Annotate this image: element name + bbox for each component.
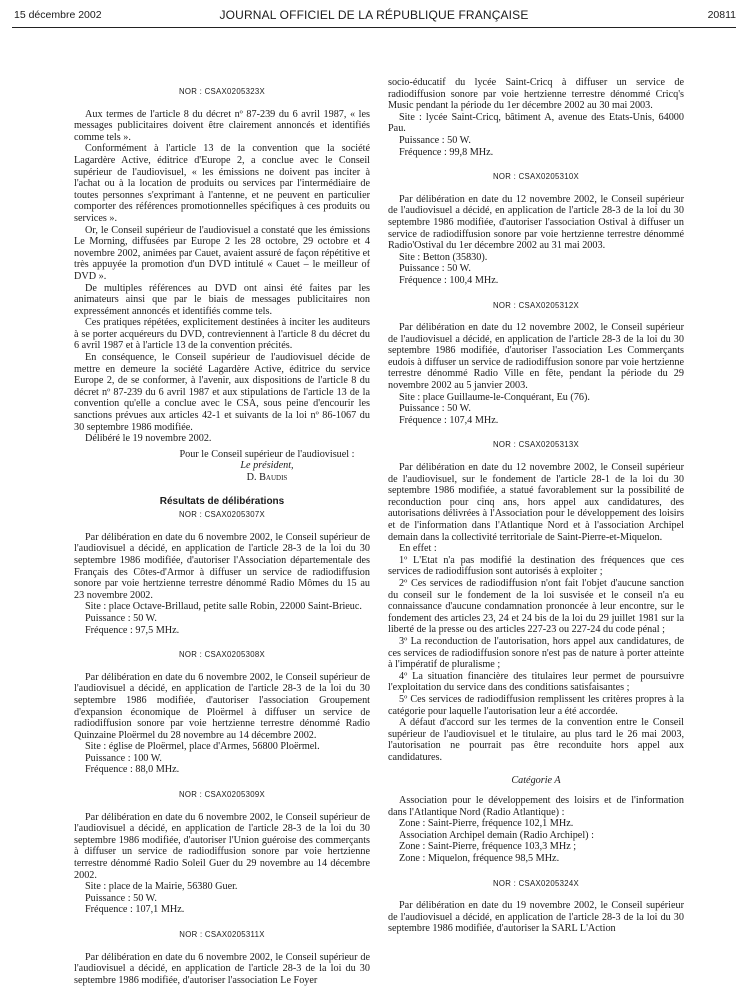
paragraph: Par délibération en date du 12 novembre 2002, le Conseil supérieur de l'audiovisuel, sur le fondement de l'article 28-1 de la loi du 30 septembre 1986 modifiée, a statué favorablement sur la possibilité de reconduction pour cinq ans, hors appel aux candidatures, des autorisations délivrées à l'Association pour le développement des loisirs et de l'information dans l'Atlantique Nord et à l'association Archipel demain dans la collectivité territoriale de Saint-Pierre-et-Miquelon.	[388, 462, 684, 543]
paragraph: Ces pratiques répétées, explicitement destinées à inciter les auditeurs à se porter acquéreurs du DVD, contreviennent à l'article 8 du décret du 6 avril 1987 et à l'article 13 de la convention précités.	[74, 317, 370, 352]
zone-line: Zone : Saint-Pierre, fréquence 102,1 MHz.	[399, 818, 574, 830]
signature-line: Pour le Conseil supérieur de l'audiovisuel :	[179, 448, 355, 460]
journal-title: JOURNAL OFFICIEL DE LA RÉPUBLIQUE FRANÇAISE	[219, 8, 529, 22]
detail-site: Site : place Octave-Brillaud, petite salle Robin, 22000 Saint-Brieuc.	[85, 601, 362, 613]
paragraph: De multiples références au DVD ont ainsi été faites par les animateurs ainsi que par le biais de messages publicitaires non expressément annoncés et identifiés comme tels.	[74, 282, 370, 317]
paragraph: Aux termes de l'article 8 du décret nº 87-239 du 6 avril 1987, « les messages publicitaires doivent être clairement annoncés et identifiés comme tels ».	[74, 108, 370, 143]
header-date: 15 décembre 2002	[14, 9, 102, 21]
signature-block	[74, 449, 370, 484]
paragraph: En conséquence, le Conseil supérieur de l'audiovisuel décide de mettre en demeure la société Lagardère Active, éditrice du service Europe 2, de se conformer, à l'avenir, aux dispositions de l'article 8 du décret nº 87-239 du 6 avril 1987 et aux stipulations de l'article 13 de la convention qu'elle a conclue avec le CSA, sous peine d'encourir les sanctions prévues aux articles 42-1 et suivants de la loi nº 86-1067 du 30 septembre 1986 modifiée.	[74, 352, 370, 433]
left-column	[74, 80, 370, 986]
detail-power: Puissance : 50 W.	[85, 612, 157, 624]
page-header	[0, 0, 748, 44]
nor-reference: NOR : CSAX0205309X	[178, 790, 265, 800]
list-item: 2º Ces services de radiodiffusion n'ont fait l'objet d'aucune sanction du conseil sur le fondement de la loi susvisée et le conseil n'a eu connaissance d'aucune condamnation prononcée à leur encontre, sur le fondement des articles 23, 24 et 24 bis de la loi du 29 juillet 1981 sur la liberté de la presse ou des articles 227-23 ou 227-24 du code pénal ;	[388, 577, 684, 636]
detail-power: Puissance : 100 W.	[85, 752, 162, 764]
detail-frequency: Fréquence : 107,4 MHz.	[399, 414, 499, 426]
paragraph: Par délibération en date du 6 novembre 2002, le Conseil supérieur de l'audiovisuel a décidé, en application de l'article 28-3 de la loi du 30 septembre 1986 modifiée, d'autoriser l'association Groupement d'expansion économique de Ploërmel à diffuser un service de radiodiffusion sonore par voie hertzienne terrestre dénommé Radio Quinzaine Ploërmel du 28 novembre au 14 décembre 2002.	[74, 671, 370, 741]
deliberation-date: Délibéré le 19 novembre 2002.	[85, 433, 212, 445]
detail-site: Site : Betton (35830).	[399, 251, 488, 263]
detail-frequency: Fréquence : 107,1 MHz.	[85, 904, 185, 916]
detail-frequency: Fréquence : 100,4 MHz.	[399, 274, 499, 286]
header-rule	[12, 27, 736, 28]
paragraph: Association pour le développement des loisirs et de l'information dans l'Atlantique Nord (Radio Atlantique) :	[388, 795, 684, 818]
list-item: 3º La reconduction de l'autorisation, hors appel aux candidatures, de ces services de radiodiffusion sonore n'est pas de nature à porter atteinte à l'impératif de pluralisme ;	[388, 635, 684, 671]
paragraph: Conformément à l'article 13 de la convention que la société Lagardère Active, éditrice d'Europe 2, a conclue avec le Conseil supérieur de l'audiovisuel, « les émissions ne doivent pas inciter à l'achat ou à la location de produits ou services par l'intermédiaire de toutes personnes s'exprimant à l'antenne, et ne peuvent en particulier comporter des références promotionnelles spécifiques à ces produits ou services ».	[74, 143, 370, 224]
detail-power: Puissance : 50 W.	[399, 403, 471, 415]
zone-line: Zone : Saint-Pierre, fréquence 103,3 MHz ;	[399, 841, 577, 853]
paragraph: A défaut d'accord sur les termes de la convention entre le Conseil supérieur de l'audiovisuel et le titulaire, au plus tard le 26 mai 2003, l'autorisation ne pourrait pas être reconduite hors appel aux candidatures.	[388, 717, 684, 763]
nor-reference: NOR : CSAX0205324X	[492, 878, 579, 888]
right-column	[388, 77, 684, 935]
detail-power: Puissance : 50 W.	[399, 134, 471, 146]
paragraph: Par délibération en date du 6 novembre 2002, le Conseil supérieur de l'audiovisuel a décidé, en application de l'article 28-3 de la loi du 30 septembre 1986 modifiée, d'autoriser l'Association départementale des Français des Côtes-d'Armor à diffuser un service de radiodiffusion sonore par voie hertzienne terrestre dénommé Radio Mômes du 15 au 23 novembre 2002.	[74, 531, 370, 601]
nor-reference: NOR : CSAX0205311X	[179, 930, 265, 939]
paragraph: Par délibération en date du 12 novembre 2002, le Conseil supérieur de l'audiovisuel a décidé, en application de l'article 28-3 de la loi du 30 septembre 1986 modifiée, d'autoriser l'association Ostival à diffuser un service de radiodiffusion sonore par voie hertzienne terrestre dénommé Radio'Ostival du 1er décembre 2002 au 31 mai 2003.	[388, 193, 684, 252]
detail-frequency: Fréquence : 97,5 MHz.	[85, 624, 180, 636]
list-item: 4º La situation financière des titulaires leur permet de poursuivre l'exploitation du service dans des conditions satisfaisantes ;	[388, 670, 684, 694]
category-heading: Catégorie A	[511, 775, 561, 787]
detail-site: Site : lycée Saint-Cricq, bâtiment A, avenue des Etats-Unis, 64000 Pau.	[388, 111, 684, 135]
paragraph: Par délibération en date du 19 novembre 2002, le Conseil supérieur de l'audiovisuel a décidé, en application de l'article 28-3 de la loi du 30 septembre 1986 modifiée, d'autoriser la SARL L'Action	[388, 900, 684, 935]
signature-name: D. Baudis	[246, 472, 288, 483]
page-number: 20811	[707, 9, 736, 21]
detail-site: Site : place de la Mairie, 56380 Guer.	[85, 881, 238, 893]
nor-reference: NOR : CSAX0205312X	[492, 300, 579, 310]
detail-site: Site : église de Ploërmel, place d'Armes, 56800 Ploërmel.	[85, 741, 320, 753]
detail-frequency: Fréquence : 99,8 MHz.	[399, 146, 494, 158]
detail-site: Site : place Guillaume-le-Conquérant, Eu (76).	[399, 391, 590, 403]
signature-title: Le président,	[240, 460, 294, 472]
list-item: 5º Ces services de radiodiffusion remplissent les critères propres à la catégorie pour laquelle l'autorisation leur a été accordée.	[388, 693, 684, 717]
paragraph: Par délibération en date du 12 novembre 2002, le Conseil supérieur de l'audiovisuel a décidé, en application de l'article 28-3 de la loi du 30 septembre 1986 modifiée, d'autoriser l'association Les Commerçants eudois à diffuser un service de radiodiffusion sonore par voie hertzienne terrestre dénommé Radio Ville en fête, pendant la période du 29 novembre 2002 au 5 janvier 2003.	[388, 322, 684, 392]
paragraph: En effet :	[399, 543, 437, 555]
section-heading: Résultats de délibérations	[159, 495, 285, 507]
paragraph: Association Archipel demain (Radio Archipel) :	[399, 829, 594, 841]
list-item: 1º L'Etat n'a pas modifié la destination des fréquences que ces services de radiodiffusion sont autorisés à exploiter ;	[388, 554, 684, 578]
detail-frequency: Fréquence : 88,0 MHz.	[85, 764, 180, 776]
nor-reference: NOR : CSAX0205307X	[178, 510, 265, 520]
paragraph: socio-éducatif du lycée Saint-Cricq à diffuser un service de radiodiffusion sonore par voie hertzienne terrestre dénommé Cricq's Music pendant la période du 1er décembre 2002 au 30 mai 2003.	[388, 77, 684, 112]
paragraph: Or, le Conseil supérieur de l'audiovisuel a constaté que les émissions Le Morning, diffusées par Europe 2 les 28 octobre, 29 octobre et 4 novembre 2002, animées par Cauet, avaient assuré de façon répétitive et très appuyée la promotion d'un DVD intitulé « Cauet – le meilleur of DVD ».	[74, 224, 370, 282]
nor-reference: NOR : CSAX0205310X	[492, 172, 579, 182]
nor-reference: NOR : CSAX0205323X	[178, 87, 265, 96]
detail-power: Puissance : 50 W.	[399, 263, 471, 275]
zone-line: Zone : Miquelon, fréquence 98,5 MHz.	[399, 853, 560, 865]
nor-reference: NOR : CSAX0205308X	[178, 650, 265, 660]
detail-power: Puissance : 50 W.	[85, 892, 157, 904]
paragraph: Par délibération en date du 6 novembre 2002, le Conseil supérieur de l'audiovisuel a décidé, en application de l'article 28-3 de la loi du 30 septembre 1986 modifiée, d'autoriser l'Union guéroise des commerçants à diffuser un service de radiodiffusion sonore par voie hertzienne terrestre dénommé Radio Soleil Guer du 29 novembre au 14 décembre 2002.	[74, 811, 370, 881]
nor-reference: NOR : CSAX0205313X	[492, 440, 579, 450]
paragraph: Par délibération en date du 6 novembre 2002, le Conseil supérieur de l'audiovisuel a décidé, en application de l'article 28-3 de la loi du 30 septembre 1986 modifiée, d'autoriser l'association Le Foyer	[74, 951, 370, 986]
